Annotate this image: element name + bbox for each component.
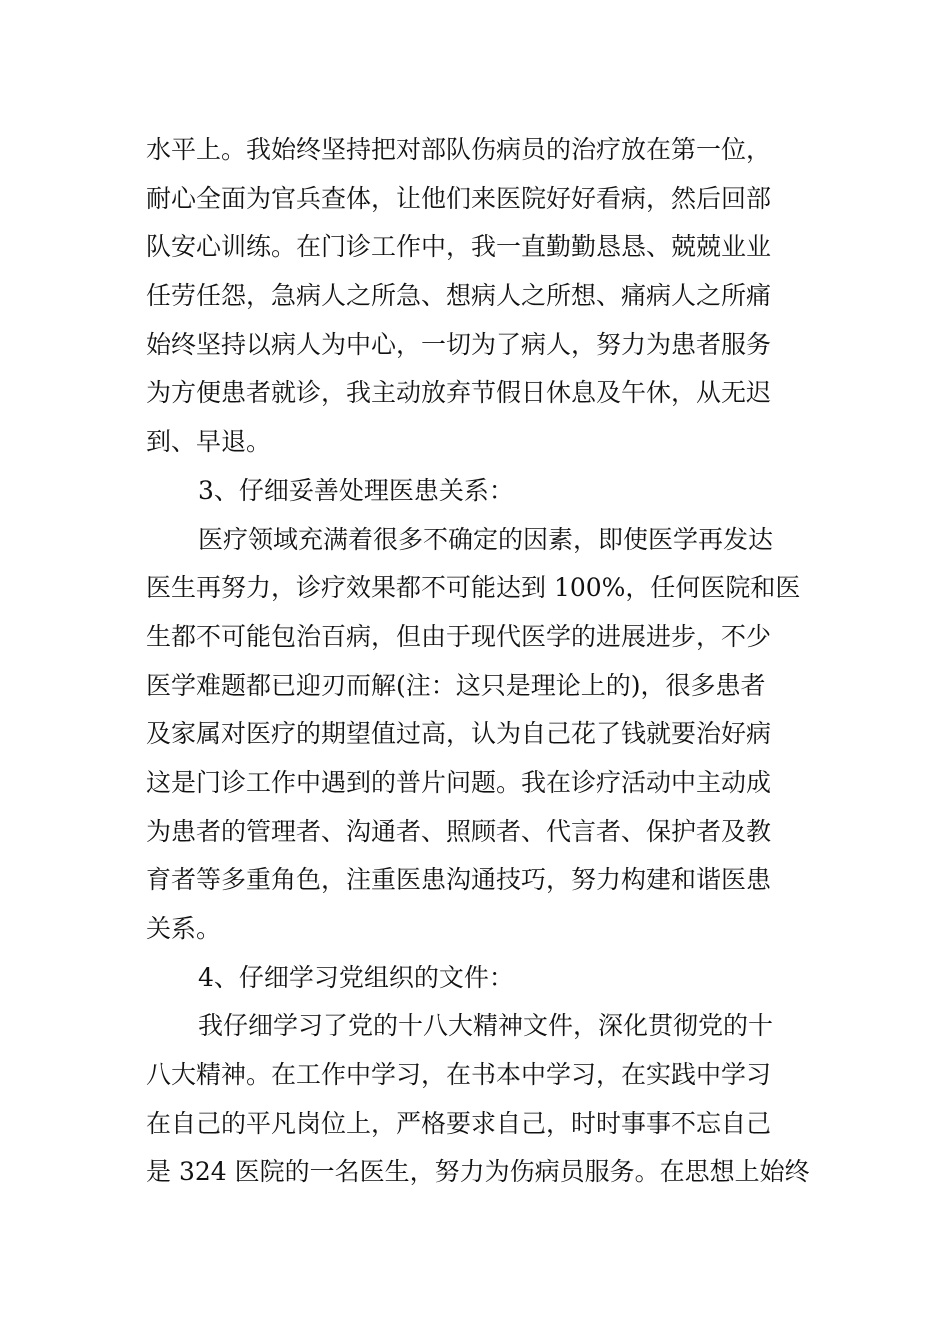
text-line-5: 始终坚持以病人为中心，一切为了病人，努力为患者服务 (146, 329, 772, 359)
text-line-22: 是 324 医院的一名医生，努力为伤病员服务。在思想上始终 (146, 1157, 810, 1187)
text-line-20: 八大精神。在工作中学习，在书本中学习，在实践中学习 (146, 1060, 772, 1090)
text-line-15: 为患者的管理者、沟通者、照顾者、代言者、保护者及教 (146, 816, 772, 846)
section-heading-3: 3、仔细妥善处理医患关系： (198, 475, 514, 505)
text-line-6: 为方便患者就诊，我主动放弃节假日休息及午休，从无迟 (146, 378, 772, 408)
text-line-19: 我仔细学习了党的十八大精神文件，深化贯彻党的十 (198, 1011, 774, 1041)
text-line-16: 育者等多重角色，注重医患沟通技巧，努力构建和谐医患 (146, 865, 772, 895)
text-line-11: 生都不可能包治百病，但由于现代医学的进展进步，不少 (146, 621, 772, 651)
text-line-12: 医学难题都已迎刃而解(注：这只是理论上的)，很多患者 (146, 670, 766, 700)
text-line-17: 关系。 (146, 914, 222, 943)
text-line-1: 水平上。我始终坚持把对部队伤病员的治疗放在第一位， (146, 135, 772, 164)
text-line-3: 队安心训练。在门诊工作中，我一直勤勤恳恳、兢兢业业 (146, 232, 772, 262)
text-line-7: 到、早退。 (146, 427, 272, 457)
section-heading-4: 4、仔细学习党组织的文件： (198, 962, 514, 992)
text-line-21: 在自己的平凡岗位上，严格要求自己，时时事事不忘自己 (146, 1108, 772, 1138)
text-line-4: 任劳任怨，急病人之所急、想病人之所想、痛病人之所痛 (146, 281, 772, 311)
text-line-9: 医疗领域充满着很多不确定的因素，即使医学再发达 (198, 524, 774, 554)
document-body (146, 126, 810, 1197)
text-line-10: 医生再努力，诊疗效果都不可能达到 100%，任何医院和医 (146, 573, 801, 603)
text-line-14: 这是门诊工作中遇到的普片问题。我在诊疗活动中主动成 (146, 767, 772, 797)
text-line-13: 及家属对医疗的期望值过高，认为自己花了钱就要治好病 (146, 719, 772, 749)
text-line-2: 耐心全面为官兵查体，让他们来医院好好看病，然后回部 (146, 183, 772, 213)
